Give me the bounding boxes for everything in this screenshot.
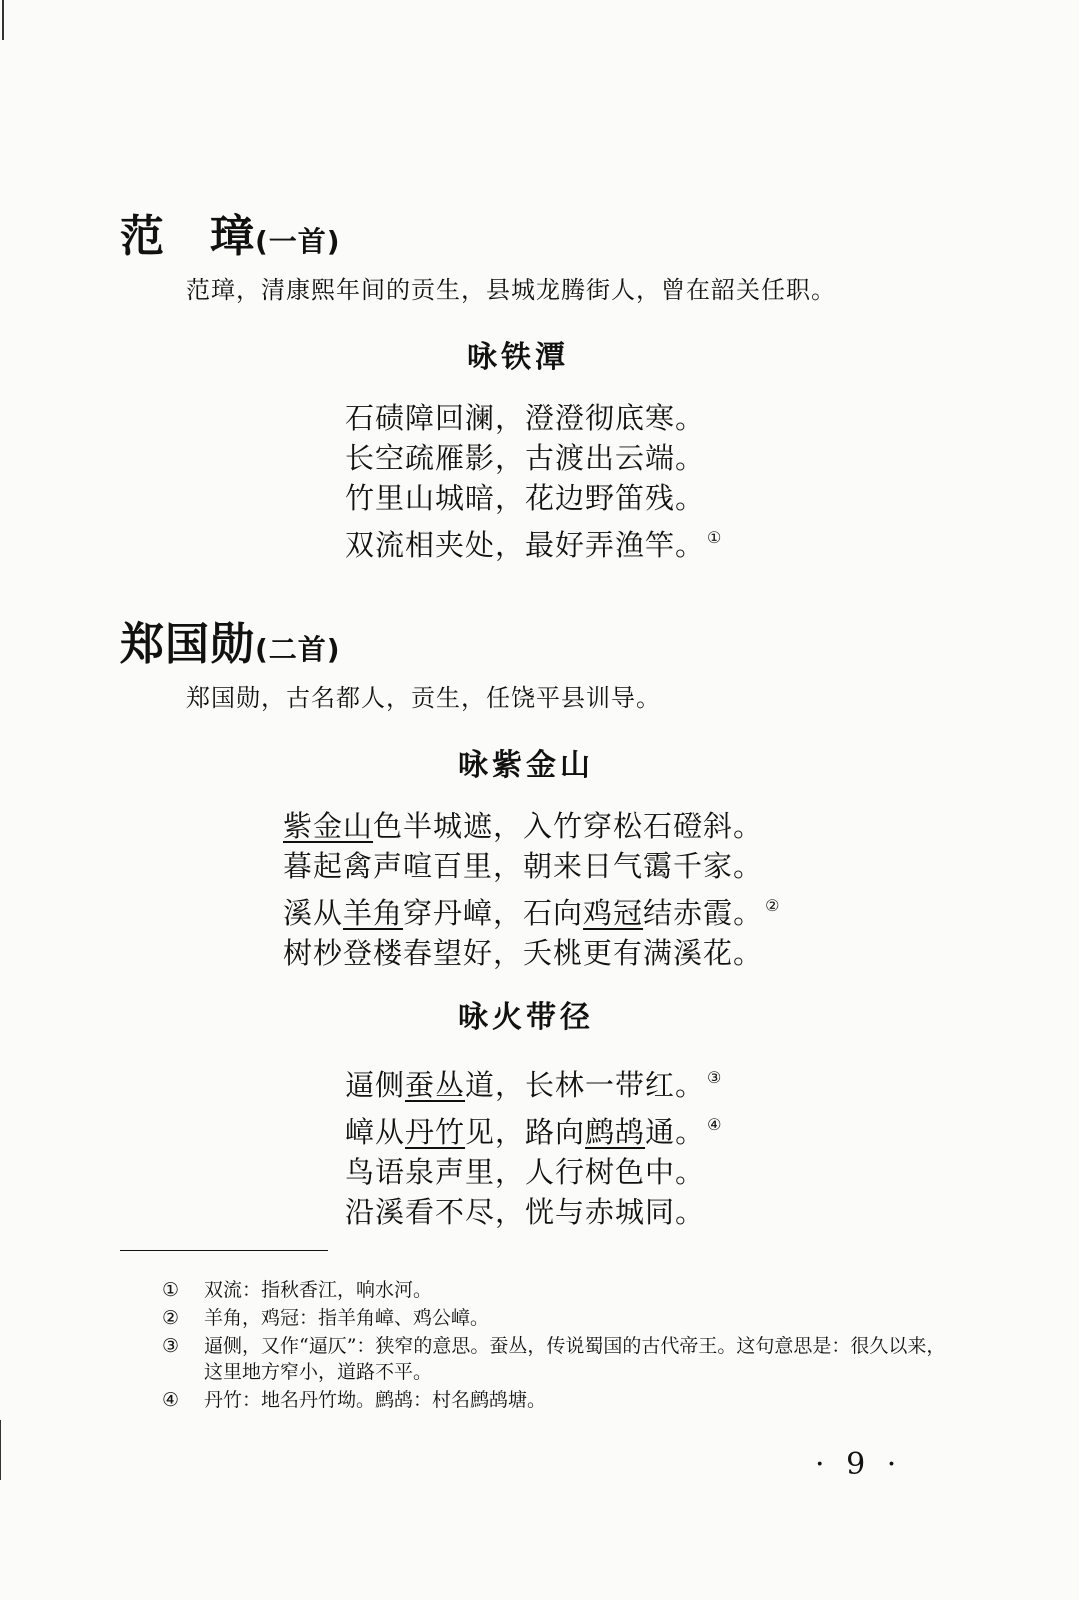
footnote [162,1387,962,1413]
poem-line [345,518,722,565]
footnote-text: 逼侧，又作“逼仄”：狭窄的意思。蚕丛，传说蜀国的古代帝王。这句意思是：很久以来，这里地方窄小，道路不平。 [204,1335,946,1383]
poem-body [345,1058,722,1232]
poem-line [283,806,780,846]
line-text: 道，长林一带红。 [465,1068,706,1102]
place-name: 蚕丛 [405,1068,466,1102]
author-name: 郑国勋 [120,619,255,670]
poem-line: 长空疏雁影，古渡出云端。 [345,441,706,475]
poem-count: (一首) [255,225,341,258]
author-bio: 范璋，清康熙年间的贡生，县城龙腾街人，曾在韶关任职。 [186,276,836,304]
footnote-text: 双流：指秋香江，响水河。 [204,1279,433,1301]
page-number: · 9 · [815,1447,903,1482]
poem-title: 咏紫金山 [458,748,594,783]
poem-line: 石碛障回澜，澄澄彻底寒。 [345,401,706,435]
place-name: 鸡冠 [583,896,644,930]
author-heading-zheng-guoxun [120,608,341,672]
footnote-marker: ① [707,528,723,547]
place-name: 丹竹 [405,1115,466,1149]
place-name: 鹧鸪 [585,1115,646,1149]
footnote [162,1305,962,1331]
footnote-marker: ② [765,896,781,915]
poem-line [345,1105,722,1152]
scan-edge-mark [0,1420,1,1480]
footnote-number: ① [162,1279,180,1301]
author-heading-fan-zhang [120,200,341,264]
line-text: 见，路向 [465,1115,586,1149]
footnote-number: ② [162,1307,180,1329]
footnote-text: 丹竹：地名丹竹坳。鹧鸪：村名鹧鸪塘。 [204,1389,547,1411]
place-name: 紫金山 [283,809,374,843]
line-text: 溪从 [283,896,344,930]
poem-body [283,806,780,973]
footnote-number: ③ [162,1335,180,1357]
line-text: 嶂从 [345,1115,406,1149]
footnote-marker: ④ [707,1115,723,1134]
line-text: 结赤霞。 [643,896,764,930]
line-text: 通。 [645,1115,706,1149]
author-bio: 郑国勋，古名都人，贡生，任饶平县训导。 [186,684,661,712]
footnote [162,1277,962,1303]
line-text: 穿丹嶂，石向 [403,896,584,930]
line-text: 双流相夹处，最好弄渔竿。 [345,528,706,562]
poem-line [283,886,780,933]
line-text: 逼侧 [345,1068,406,1102]
footnote-text: 羊角，鸡冠：指羊角嶂、鸡公嶂。 [204,1307,490,1329]
poem-line: 沿溪看不尽，恍与赤城同。 [345,1195,706,1229]
poem-line: 树杪登楼春望好，夭桃更有满溪花。 [283,936,764,970]
poem-line: 暮起禽声喧百里，朝来日气霭千家。 [283,849,764,883]
author-name: 范 璋 [120,211,255,262]
footnote [162,1333,962,1385]
place-name: 羊角 [343,896,404,930]
poem-body [345,398,722,565]
footnote-divider [120,1250,328,1251]
poem-line: 鸟语泉声里，人行树色中。 [345,1155,706,1189]
poem-line: 竹里山城暗，花边野笛残。 [345,481,706,515]
poem-title: 咏火带径 [458,1000,594,1035]
footnote-number: ④ [162,1389,180,1411]
line-text: 色半城遮，入竹穿松石磴斜。 [373,809,764,843]
footnote-marker: ③ [707,1068,723,1087]
poem-count: (二首) [255,633,341,666]
scan-edge-mark [2,0,4,40]
poem-title: 咏铁潭 [467,340,569,375]
poem-line [345,1058,722,1105]
